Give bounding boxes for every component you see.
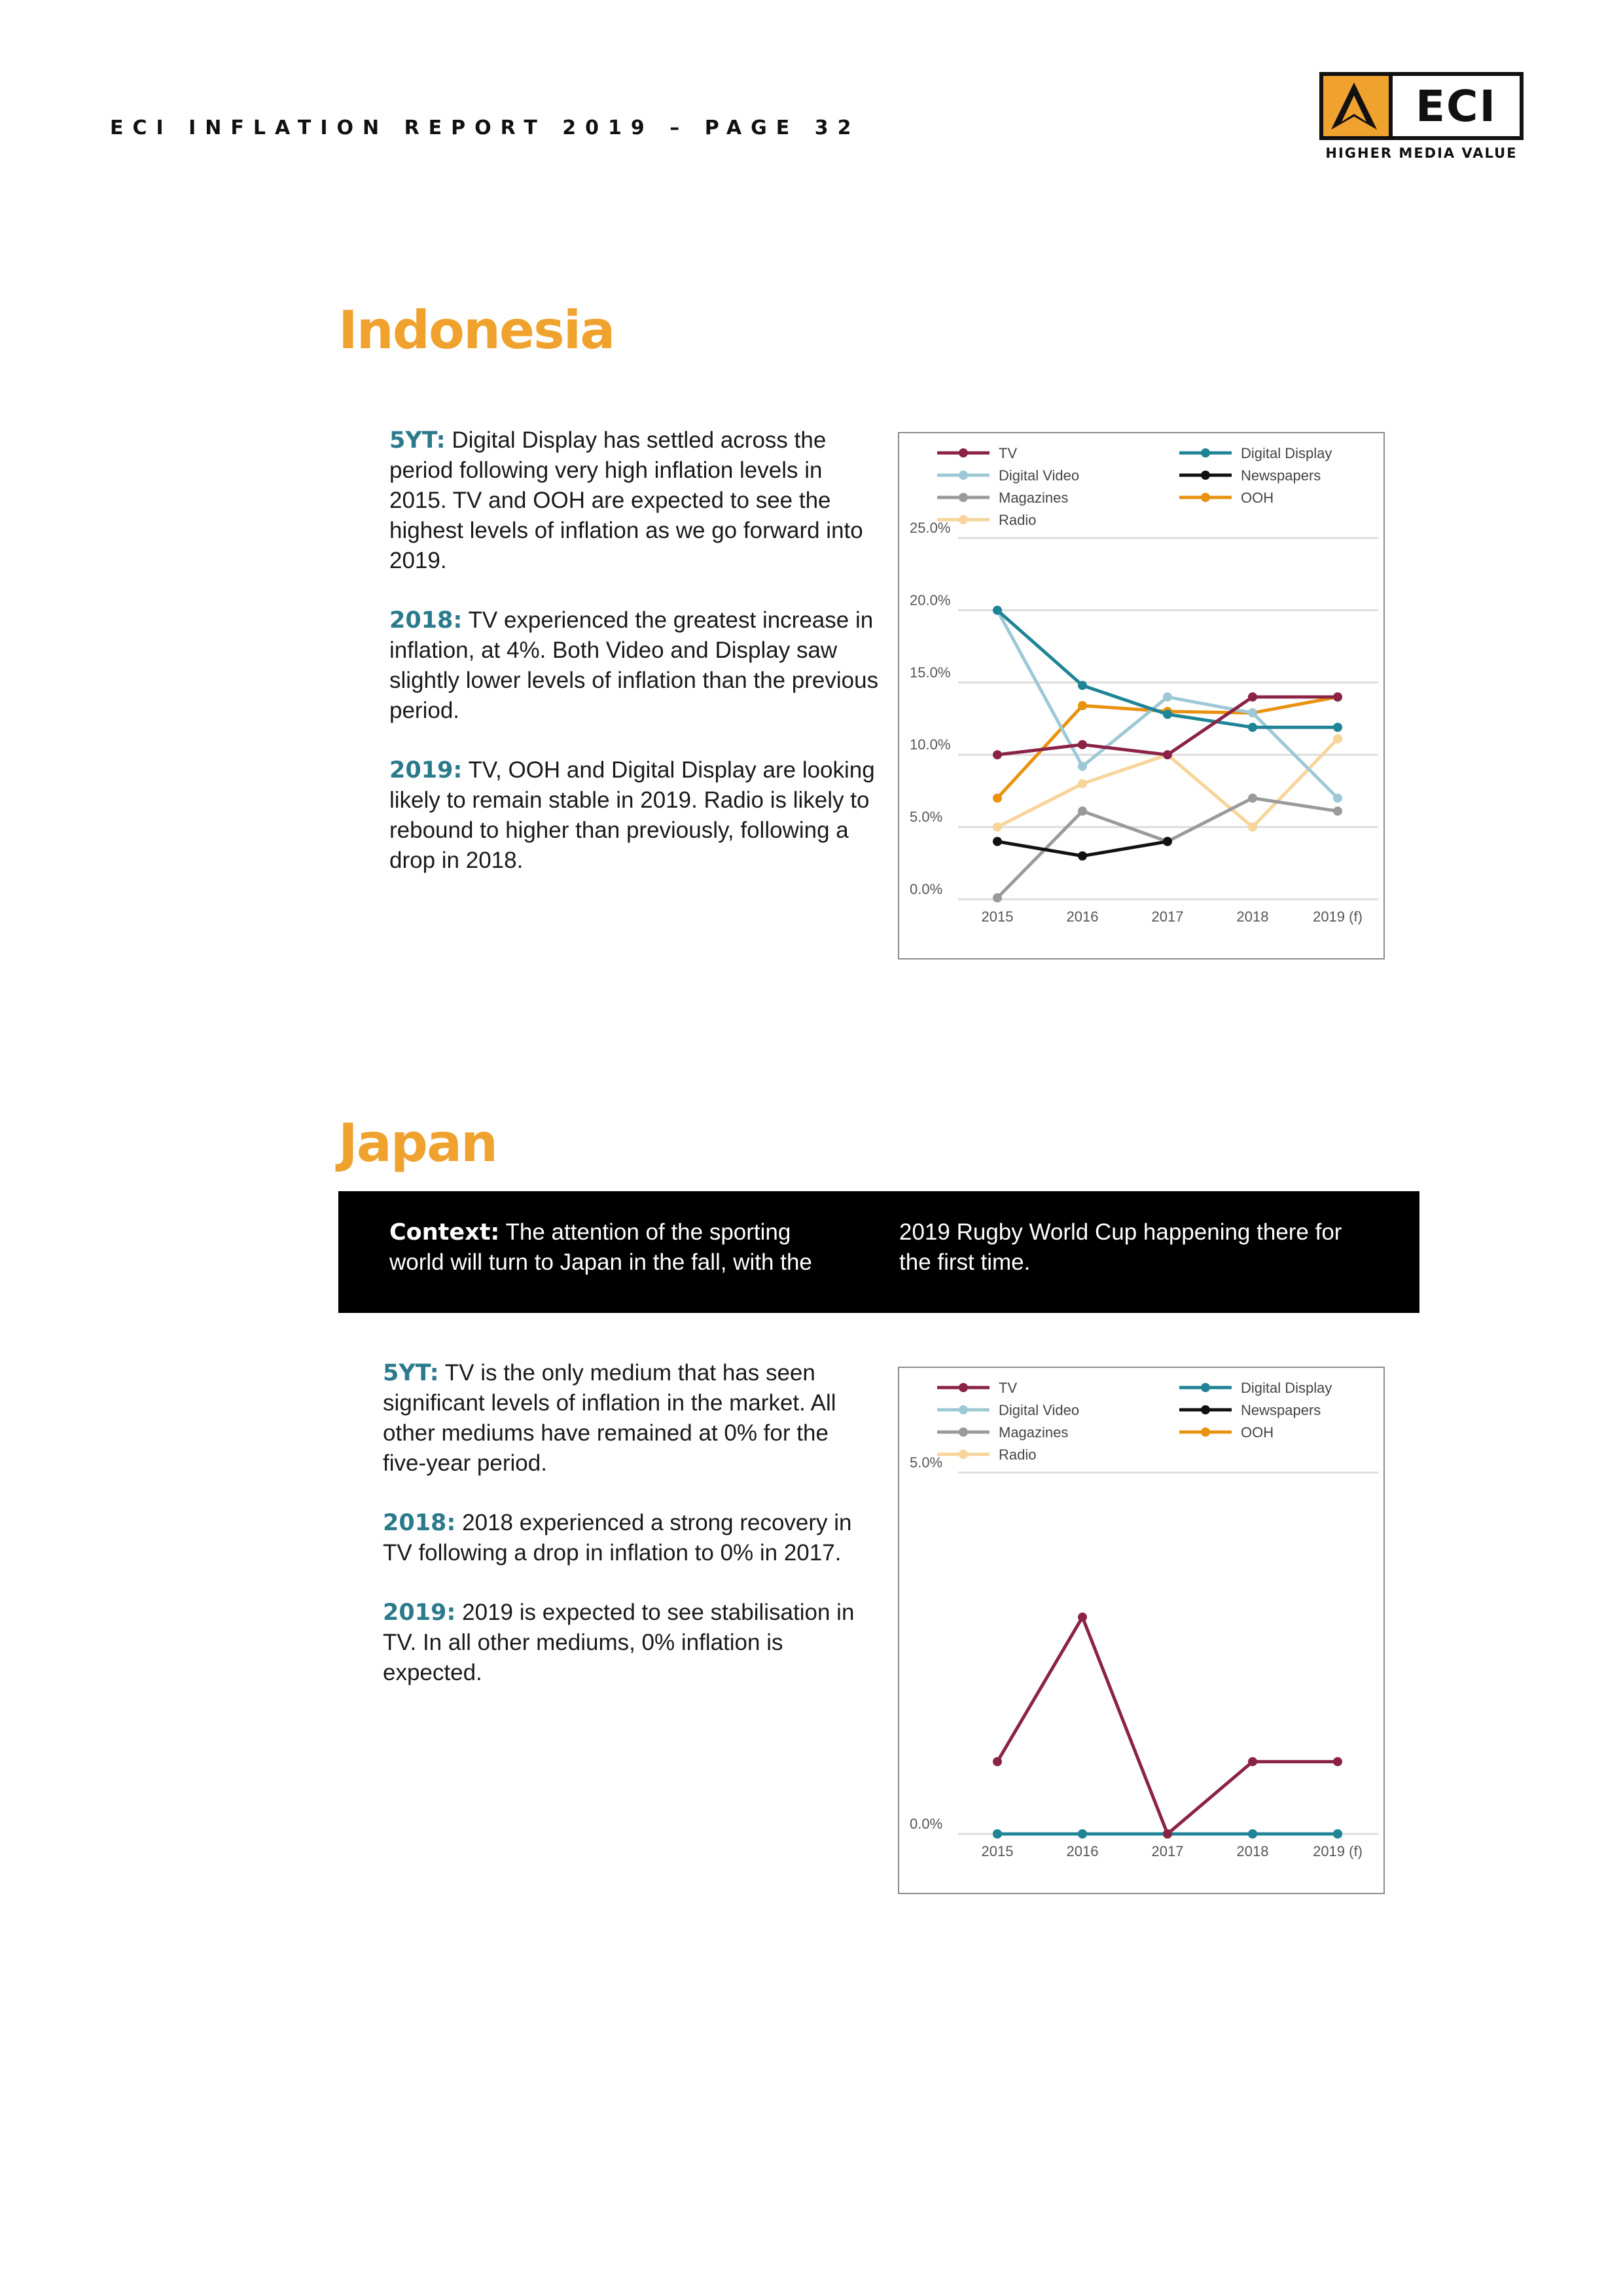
logo-tagline: HIGHER MEDIA VALUE bbox=[1325, 145, 1518, 161]
legend-swatch-marker bbox=[959, 471, 968, 480]
data-point bbox=[1078, 740, 1087, 749]
y-tick-label: 0.0% bbox=[910, 1816, 943, 1832]
legend-entry-magazines bbox=[937, 1424, 1068, 1441]
y-tick-label: 15.0% bbox=[910, 664, 951, 681]
data-point bbox=[1333, 1757, 1342, 1767]
data-point bbox=[1248, 723, 1257, 732]
data-point bbox=[1248, 692, 1257, 702]
data-point bbox=[1333, 734, 1342, 744]
data-point bbox=[1078, 681, 1087, 690]
series-line bbox=[997, 798, 1338, 897]
indonesia-line-chart bbox=[899, 433, 1383, 958]
y-tick-label: 5.0% bbox=[910, 1454, 943, 1471]
x-tick-label: 2018 bbox=[1236, 908, 1269, 925]
legend-entry-ooh bbox=[1179, 490, 1274, 506]
data-point bbox=[993, 793, 1002, 802]
legend-entry-newspapers bbox=[1179, 1402, 1321, 1418]
japan-context-band bbox=[338, 1191, 1419, 1313]
legend-swatch-marker bbox=[1201, 448, 1210, 457]
legend-swatch-marker bbox=[959, 1427, 968, 1437]
logo-box bbox=[1319, 72, 1524, 140]
data-point bbox=[1078, 806, 1087, 816]
legend-entry-digital-display bbox=[1179, 445, 1332, 461]
japan-chart bbox=[898, 1367, 1385, 1894]
data-point bbox=[1248, 823, 1257, 832]
series-line bbox=[997, 610, 1338, 798]
y-tick-label: 20.0% bbox=[910, 592, 951, 609]
legend-label: Newspapers bbox=[1241, 1402, 1321, 1418]
arrow-up-icon bbox=[1323, 76, 1393, 136]
data-point bbox=[993, 1829, 1002, 1839]
legend-swatch-marker bbox=[1201, 1383, 1210, 1392]
x-tick-label: 2016 bbox=[1066, 1843, 1099, 1859]
japan-title: Japan bbox=[338, 1113, 497, 1174]
legend-label: Radio bbox=[999, 512, 1037, 528]
japan-para-2018: 2018: 2018 experienced a strong recovery in TV following a drop in inflation to 0% in 2017. bbox=[383, 1510, 852, 1566]
legend-label: Magazines bbox=[999, 490, 1069, 506]
data-point bbox=[993, 750, 1002, 759]
japan-line-chart bbox=[899, 1368, 1383, 1893]
legend-swatch-marker bbox=[1201, 1405, 1210, 1414]
x-tick-label: 2018 bbox=[1236, 1843, 1269, 1859]
japan-commentary bbox=[383, 1358, 874, 1717]
data-point bbox=[993, 1757, 1002, 1767]
legend-swatch-marker bbox=[959, 493, 968, 502]
y-tick-label: 5.0% bbox=[910, 808, 943, 825]
series-digital-video bbox=[993, 605, 1342, 802]
indonesia-title: Indonesia bbox=[338, 300, 615, 361]
data-point bbox=[1248, 708, 1257, 717]
legend-label: Radio bbox=[999, 1446, 1037, 1463]
legend-entry-radio bbox=[937, 512, 1036, 528]
legend-entry-digital-video bbox=[937, 1402, 1079, 1418]
indonesia-para-5yt: 5YT: Digital Display has settled across the period following very high inflation levels in 2015. TV and OOH are expected to see the highest levels of inflation as we go forward into 2019. bbox=[389, 427, 863, 573]
data-point bbox=[993, 605, 1002, 615]
legend-swatch-marker bbox=[959, 448, 968, 457]
data-point bbox=[1163, 709, 1172, 719]
x-tick-label: 2015 bbox=[981, 1843, 1014, 1859]
legend-entry-tv bbox=[937, 1380, 1017, 1396]
legend-entry-ooh bbox=[1179, 1424, 1274, 1441]
legend-swatch-marker bbox=[1201, 471, 1210, 480]
japan-para-2019: 2019: 2019 is expected to see stabilisation in TV. In all other mediums, 0% inflation is expected. bbox=[383, 1600, 855, 1685]
data-point bbox=[1333, 692, 1342, 702]
context-col-1: Context: The attention of the sporting world will turn to Japan in the fall, with the bbox=[389, 1219, 812, 1275]
data-point bbox=[1333, 723, 1342, 732]
data-point bbox=[1333, 1829, 1342, 1839]
data-point bbox=[1163, 692, 1172, 702]
legend-entry-digital-video bbox=[937, 467, 1079, 484]
data-point bbox=[1078, 779, 1087, 788]
legend-label: Digital Display bbox=[1241, 1380, 1332, 1396]
indonesia-chart bbox=[898, 432, 1385, 960]
x-tick-label: 2017 bbox=[1151, 908, 1184, 925]
y-tick-label: 25.0% bbox=[910, 520, 951, 536]
legend-entry-digital-display bbox=[1179, 1380, 1332, 1396]
legend-swatch-marker bbox=[959, 1383, 968, 1392]
legend-label: Digital Video bbox=[999, 467, 1080, 484]
x-tick-label: 2016 bbox=[1066, 908, 1099, 925]
page-header-title: ECI INFLATION REPORT 2019 – PAGE 32 bbox=[110, 117, 861, 139]
legend-label: OOH bbox=[1241, 1424, 1274, 1441]
series-line bbox=[997, 1617, 1338, 1834]
legend-swatch-marker bbox=[959, 1405, 968, 1414]
legend-swatch-marker bbox=[959, 515, 968, 524]
legend-entry-newspapers bbox=[1179, 467, 1321, 484]
series-newspapers bbox=[993, 837, 1172, 861]
legend-label: TV bbox=[999, 1380, 1018, 1396]
data-point bbox=[1078, 762, 1087, 771]
indonesia-para-2018: 2018: TV experienced the greatest increase in inflation, at 4%. Both Video and Display saw slightly lower levels of inflation than the previous period. bbox=[389, 607, 879, 723]
data-point bbox=[1078, 1829, 1087, 1839]
data-point bbox=[1248, 793, 1257, 802]
legend-label: OOH bbox=[1241, 490, 1274, 506]
y-tick-label: 10.0% bbox=[910, 736, 951, 753]
series-tv bbox=[993, 1613, 1342, 1839]
data-point bbox=[1163, 750, 1172, 759]
legend-swatch-marker bbox=[1201, 493, 1210, 502]
legend-swatch-marker bbox=[959, 1450, 968, 1459]
logo-wordmark: ECI bbox=[1415, 81, 1497, 132]
data-point bbox=[993, 823, 1002, 832]
legend-label: Magazines bbox=[999, 1424, 1069, 1441]
x-tick-label: 2015 bbox=[981, 908, 1014, 925]
legend-label: Digital Video bbox=[999, 1402, 1080, 1418]
indonesia-commentary bbox=[389, 425, 880, 905]
legend-entry-radio bbox=[937, 1446, 1036, 1463]
context-col-2: 2019 Rugby World Cup happening there for the first time. bbox=[899, 1219, 1342, 1275]
data-point bbox=[1078, 701, 1087, 710]
legend-label: TV bbox=[999, 445, 1018, 461]
data-point bbox=[1333, 793, 1342, 802]
legend-label: Newspapers bbox=[1241, 467, 1321, 484]
data-point bbox=[1163, 1829, 1172, 1839]
legend-label: Digital Display bbox=[1241, 445, 1332, 461]
x-tick-label: 2017 bbox=[1151, 1843, 1184, 1859]
data-point bbox=[993, 893, 1002, 903]
x-tick-label: 2019 (f) bbox=[1313, 1843, 1363, 1859]
eci-logo bbox=[1319, 72, 1529, 161]
data-point bbox=[1078, 1613, 1087, 1622]
x-tick-label: 2019 (f) bbox=[1313, 908, 1363, 925]
data-point bbox=[1248, 1757, 1257, 1767]
indonesia-para-2019: 2019: TV, OOH and Digital Display are looking likely to remain stable in 2019. Radio is likely to rebound to higher than previously, following a drop in 2018. bbox=[389, 757, 875, 873]
data-point bbox=[1163, 837, 1172, 846]
data-point bbox=[1078, 852, 1087, 861]
data-point bbox=[1333, 806, 1342, 816]
japan-para-5yt: 5YT: TV is the only medium that has seen significant levels of inflation in the market. All other mediums have remained at 0% for the five-year period. bbox=[383, 1360, 836, 1476]
data-point bbox=[993, 837, 1002, 846]
legend-entry-tv bbox=[937, 445, 1017, 461]
data-point bbox=[1248, 1829, 1257, 1839]
y-tick-label: 0.0% bbox=[910, 881, 943, 897]
legend-swatch-marker bbox=[1201, 1427, 1210, 1437]
legend-entry-magazines bbox=[937, 490, 1068, 506]
series-digital-display bbox=[993, 605, 1342, 732]
